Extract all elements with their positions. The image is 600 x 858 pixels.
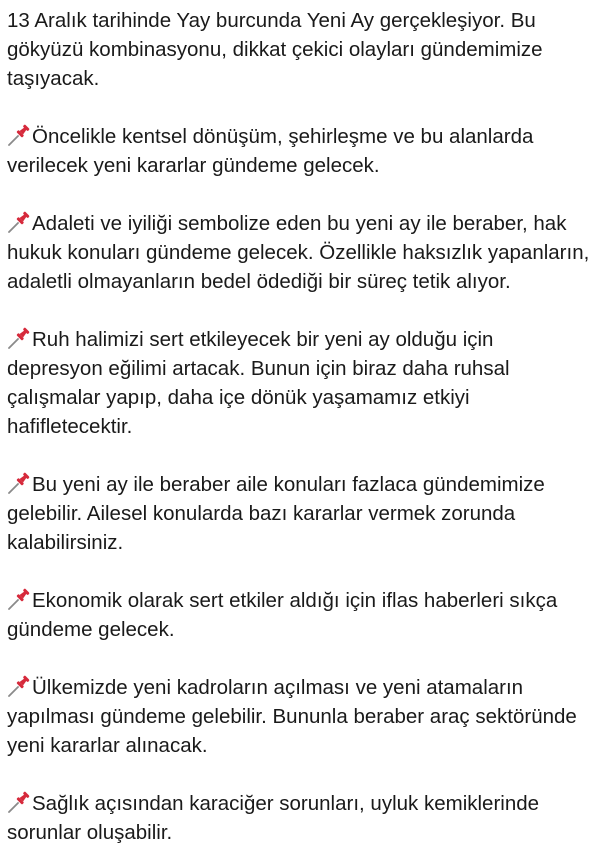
list-item bbox=[7, 209, 593, 296]
list-item-text: Sağlık açısından karaciğer sorunları, uyluk kemiklerinde sorunlar oluşabilir. bbox=[7, 792, 540, 844]
list-item bbox=[7, 470, 593, 557]
list-item-text: Ruh halimizi sert etkileyecek bir yeni ay olduğu için depresyon eğilimi artacak. Bunun için biraz daha ruhsal çalışmalar yapıp, daha içe dönük yaşamamız etkiyi hafifletecektir. bbox=[7, 328, 510, 438]
list-item-text: Ülkemizde yeni kadroların açılması ve yeni atamaların yapılması gündeme gelebilir. Bununla beraber araç sektöründe yeni kararlar alınacak. bbox=[7, 676, 577, 757]
pushpin-icon bbox=[7, 327, 31, 349]
list-item-text: Adaleti ve iyiliği sembolize eden bu yeni ay ile beraber, hak hukuk konuları gündeme gelecek. Özellikle haksızlık yapanların, adaletli olmayanların bedel ödediği bir süreç tetik alıyor. bbox=[7, 212, 590, 293]
list-item bbox=[7, 122, 593, 180]
pushpin-icon bbox=[7, 211, 31, 233]
list-item-text: Bu yeni ay ile beraber aile konuları fazlaca gündemimize gelebilir. Ailesel konularda bazı kararlar vermek zorunda kalabilirsiniz. bbox=[7, 473, 545, 554]
pushpin-icon bbox=[7, 472, 31, 494]
pushpin-icon bbox=[7, 588, 31, 610]
pushpin-icon bbox=[7, 124, 31, 146]
pushpin-icon bbox=[7, 675, 31, 697]
list-item bbox=[7, 325, 593, 441]
list-item bbox=[7, 586, 593, 644]
list-item bbox=[7, 673, 593, 760]
post-intro: 13 Aralık tarihinde Yay burcunda Yeni Ay gerçekleşiyor. Bu gökyüzü kombinasyonu, dikkat çekici olayları gündemimize taşıyacak. bbox=[7, 9, 543, 90]
list-item-text: Öncelikle kentsel dönüşüm, şehirleşme ve bu alanlarda verilecek yeni kararlar gündeme gelecek. bbox=[7, 125, 534, 177]
pushpin-icon bbox=[7, 791, 31, 813]
list-item-text: Ekonomik olarak sert etkiler aldığı için iflas haberleri sıkça gündeme gelecek. bbox=[7, 589, 558, 641]
list-item bbox=[7, 789, 593, 847]
post-body bbox=[7, 6, 593, 847]
